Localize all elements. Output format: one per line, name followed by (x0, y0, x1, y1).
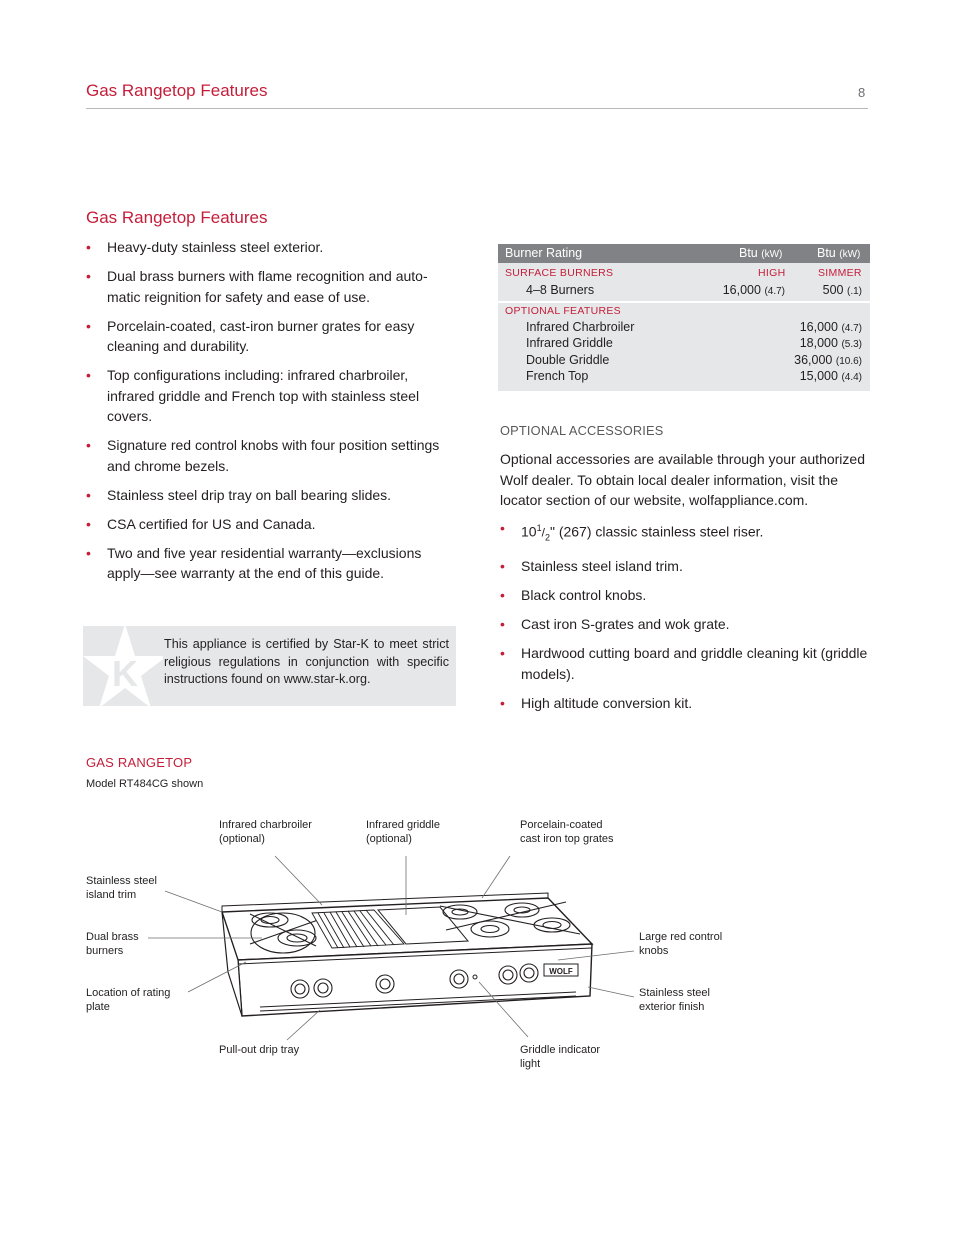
star-k-letter: K (112, 653, 138, 694)
surface-row-simmer: 500 (.1) (822, 283, 862, 297)
callout-indicator: Griddle indicator light (520, 1044, 601, 1070)
accessory-item: • Cast iron S-grates and wok grate. (500, 614, 870, 635)
optional-row-value: 15,000 (4.4) (799, 369, 862, 383)
feature-item: • CSA certified for US and Canada. (86, 514, 458, 535)
callout-knobs: Large red control knobs (639, 931, 723, 957)
optional-row-name: Infrared Griddle (526, 336, 613, 350)
feature-item: • Top configurations including: infrared charbroiler, infrared griddle and French top with stainless steel covers. (86, 365, 458, 427)
callout-rating-plate: Location of rating plate (86, 987, 171, 1013)
col-simmer-header: Btu (kW) (817, 246, 861, 260)
optional-row-name: Infrared Charbroiler (526, 320, 635, 334)
accessory-item: • High altitude conversion kit. (500, 693, 870, 714)
star-k-text: This appliance is certified by Star-K to meet strict religious regulations in conjunction with specific instructions found on www.star-k.org. (164, 637, 449, 686)
optional-row-value: 18,000 (5.3) (799, 336, 862, 350)
accessory-item: • Hardwood cutting board and griddle cleaning kit (griddle models). (500, 643, 870, 684)
section-title: Gas Rangetop Features (86, 208, 268, 227)
callout-griddle: Infrared griddle (optional) (366, 819, 440, 845)
feature-item: • Two and five year residential warranty—exclusions apply—see warranty at the end of this guide. (86, 543, 458, 584)
gas-rangetop-title: GAS RANGETOP (86, 755, 193, 770)
high-label: HIGH (758, 267, 786, 279)
model-caption: Model RT484CG shown (86, 778, 204, 790)
accessory-item-riser: • $10^1/_2$" (267) classic stainless steel riser. (500, 518, 870, 548)
optional-features-label: OPTIONAL FEATURES (505, 305, 621, 317)
accessories-heading: OPTIONAL ACCESSORIES (500, 423, 664, 438)
simmer-label: SIMMER (818, 267, 862, 279)
feature-item: • Stainless steel drip tray on ball bearing slides. (86, 485, 458, 506)
optional-row-name: French Top (526, 369, 589, 383)
accessories-intro: Optional accessories are available through your authorized Wolf dealer. To obtain local dealer information, visit the locator section of our website, wolfappliance.com. (500, 451, 865, 508)
burner-rating-header: Burner Rating (505, 246, 583, 260)
optional-row-value: 36,000 (10.6) (794, 353, 862, 367)
callout-island-trim: Stainless steel island trim (86, 875, 157, 901)
callout-grates: Porcelain-coated cast iron top grates (520, 819, 614, 845)
callout-charbroiler: Infrared charbroiler (optional) (219, 819, 312, 845)
header-title: Gas Rangetop Features (86, 81, 268, 100)
feature-item: • Dual brass burners with flame recognition and auto-matic reignition for safety and ease of use. (86, 266, 458, 307)
wolf-badge-text: WOLF (549, 967, 573, 976)
optional-row-name: Double Griddle (526, 353, 610, 367)
surface-burners-label: SURFACE BURNERS (505, 267, 614, 279)
feature-item: • Porcelain-coated, cast-iron burner grates for easy cleaning and durability. (86, 316, 458, 357)
surface-row-name: 4–8 Burners (526, 283, 595, 297)
col-high-header: Btu (kW) (739, 246, 783, 260)
callout-drip-tray: Pull-out drip tray (219, 1044, 300, 1056)
accessory-item: • Stainless steel island trim. (500, 556, 870, 577)
feature-item: • Signature red control knobs with four position settings and chrome bezels. (86, 435, 458, 476)
callout-burners: Dual brass burners (86, 931, 139, 957)
feature-item: • Heavy-duty stainless steel exterior. (86, 237, 458, 258)
accessory-item: • Black control knobs. (500, 585, 870, 606)
optional-row-value: 16,000 (4.7) (799, 320, 862, 334)
page-number: 8 (858, 85, 866, 100)
callout-exterior: Stainless steel exterior finish (639, 987, 710, 1013)
surface-row-high: 16,000 (4.7) (722, 283, 785, 297)
